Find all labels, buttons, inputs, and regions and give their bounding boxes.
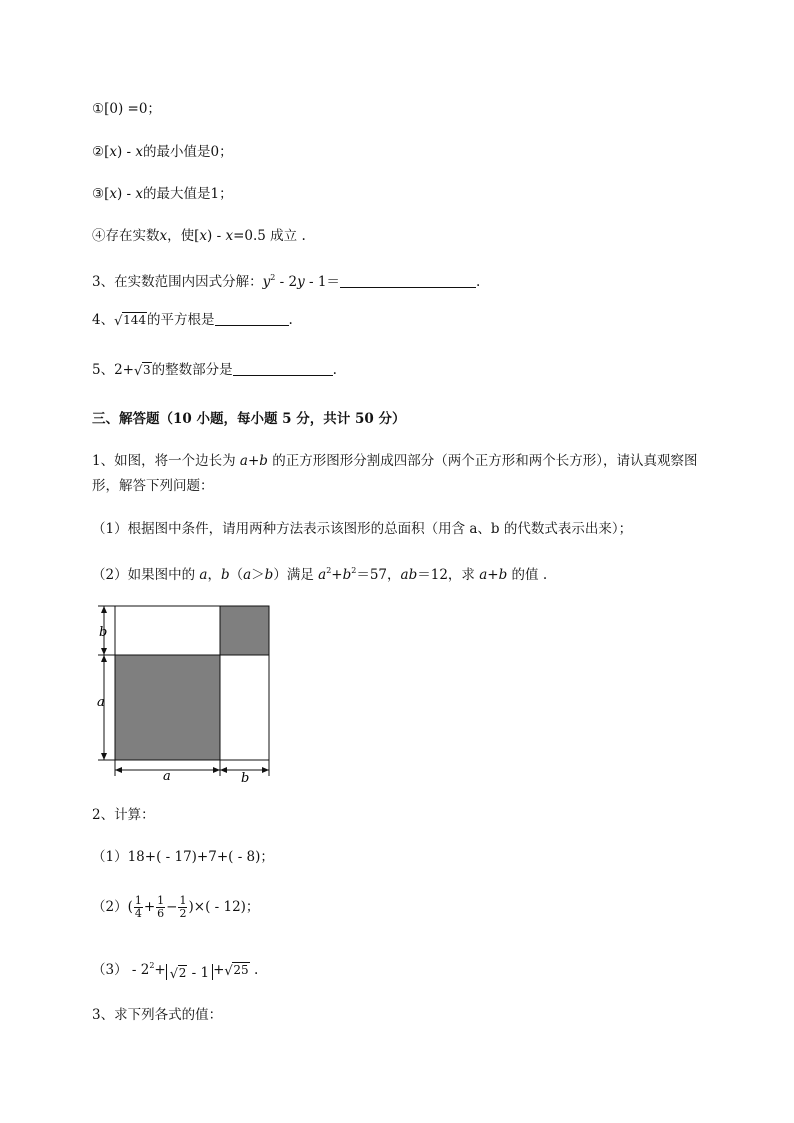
fraction: $\frac{1}{4}$ [134, 894, 142, 920]
arrow-up-icon [101, 606, 107, 613]
section-title: 三、解答题（10 小题，每小题 5 分，共计 50 分） [92, 411, 406, 427]
arrow-down-icon [101, 753, 107, 760]
problem-3-title: 3、求下列各式的值： [92, 1007, 223, 1023]
large-shaded-square [115, 655, 220, 760]
answer-blank[interactable] [233, 362, 333, 376]
problem-2-sub-1: （1）18+( - 17)+7+( - 8)； [92, 849, 274, 865]
arrow-right-icon [262, 767, 269, 773]
square-figure [90, 600, 280, 790]
problem-1-sub-2: （2）如果图中的 a，b（a＞b）满足 $a^2+b^2=57$，ab＝12，求 a+b 的值 . [92, 566, 548, 583]
answer-blank[interactable] [340, 274, 476, 288]
label-b-left: b [99, 625, 108, 640]
arrow-left-icon [220, 767, 227, 773]
label-b-bottom: b [241, 771, 250, 786]
problem-2-title: 2、计算： [92, 807, 155, 823]
statement-2: ②[x) - x的最小值是0； [92, 144, 233, 160]
problem-1-line-1: 1、如图，将一个边长为 a+b 的正方形图形分割成四部分（两个正方形和两个长方形），请认真观察图 [92, 453, 698, 469]
statement-1: ①[0) =0； [92, 101, 161, 117]
arrow-up-icon [101, 655, 107, 662]
answer-blank[interactable] [215, 312, 289, 326]
fraction: $\frac{1}{6}$ [157, 894, 165, 920]
arrow-down-icon [101, 648, 107, 655]
absolute-value: √ 2 - 1 [166, 964, 213, 980]
fill-question-5: 5、2+ √ 3的整数部分是 . [92, 362, 337, 379]
label-a-left: a [97, 695, 105, 710]
sqrt-3: √ 3 [134, 363, 151, 379]
arrow-left-icon [115, 767, 122, 773]
small-shaded-square [220, 606, 269, 655]
fraction: $\frac{1}{2}$ [179, 894, 187, 920]
sqrt-144: √ 144 [114, 313, 146, 329]
sqrt-2: √ 2 [169, 966, 187, 982]
sqrt-25: √ 25 [224, 963, 249, 979]
label-a-bottom: a [163, 769, 171, 784]
statement-4: ④存在实数x，使[x) - x=0.5 成立 . [92, 228, 306, 244]
fill-question-3: 3、在实数范围内因式分解：$y^2 - 2y - 1=$ . [92, 273, 481, 290]
arrow-right-icon [213, 767, 220, 773]
problem-1-sub-1: （1）根据图中条件，请用两种方法表示该图形的总面积（用含 a、b 的代数式表示出来）； [92, 521, 633, 537]
problem-1-line-2: 形，解答下列问题： [92, 478, 214, 494]
statement-3: ③[x) - x的最大值是1； [92, 186, 233, 202]
fill-question-4: 4、 √ 144的平方根是 . [92, 312, 293, 329]
problem-2-sub-2: （2）( $\frac{1}{4}$ + $\frac{1}{6}$ − $\frac{1}{2}$ )×( - 12)； [92, 894, 260, 920]
problem-2-sub-3: $(3) - 2^2+$ √ 2 - 1 + √ 25 . [92, 961, 259, 982]
